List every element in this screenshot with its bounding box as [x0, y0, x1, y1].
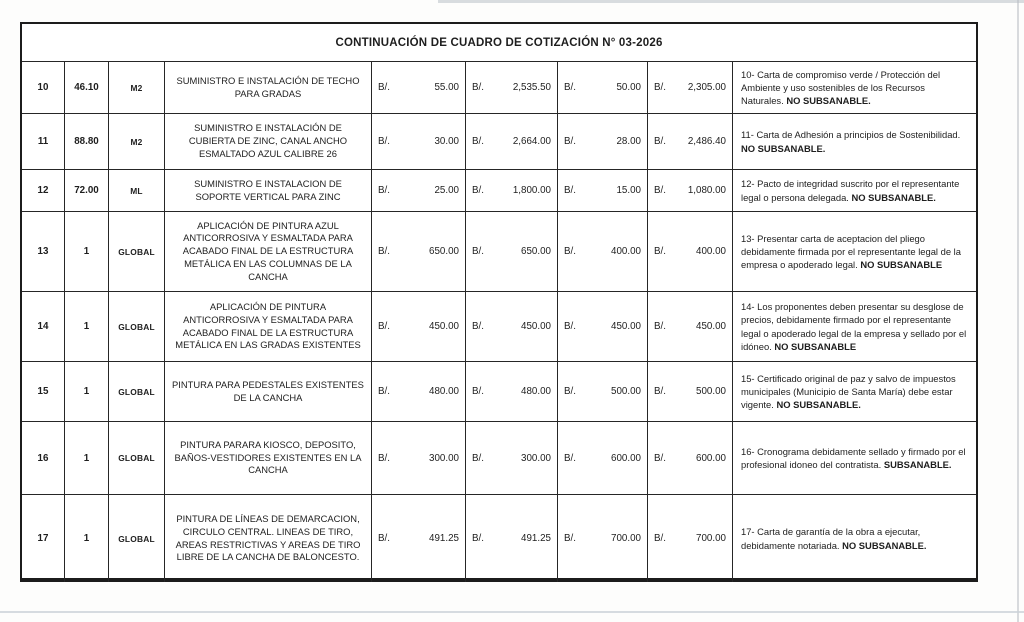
currency-label: B/.: [378, 185, 390, 196]
currency-label: B/.: [472, 386, 484, 397]
currency-label: B/.: [472, 321, 484, 332]
scan-edge-bottom: [0, 611, 1024, 613]
requirement-note-cell: [732, 114, 976, 169]
total-price-value: 650.00: [521, 246, 551, 257]
unit-cell: GLOBAL: [108, 495, 164, 582]
alt-unit-price-value: 700.00: [611, 533, 641, 544]
currency-label: B/.: [564, 82, 576, 93]
alt-total-price-value: 450.00: [696, 321, 726, 332]
note-text: 12- Pacto de integridad suscrito por el representante legal o persona delegada.: [741, 178, 960, 203]
description-cell: SUMINISTRO E INSTALACIÓN DE CUBIERTA DE ZINC, CANAL ANCHO ESMALTADO AZUL CALIBRE 26: [164, 114, 371, 169]
unit-cell: M2: [108, 62, 164, 113]
unit-price-cell: [371, 422, 465, 494]
description-cell: PINTURA DE LÍNEAS DE DEMARCACION, CIRCULO CENTRAL. LINEAS DE TIRO, AREAS RESTRICTIVAS Y AREAS DE TIRO LIBRE DE LA CANCHA DE BALONCESTO.: [164, 495, 371, 582]
item-number-cell: 16: [37, 452, 49, 464]
quotation-table: [20, 22, 978, 582]
unit-price-cell: [371, 292, 465, 361]
unit-price-cell: [371, 114, 465, 169]
alt-total-price-cell: [647, 362, 732, 421]
currency-label: B/.: [378, 82, 390, 93]
alt-total-price-cell: [647, 292, 732, 361]
currency-label: B/.: [378, 321, 390, 332]
alt-total-price-value: 500.00: [696, 386, 726, 397]
currency-label: B/.: [654, 386, 666, 397]
description-cell: PINTURA PARA PEDESTALES EXISTENTES DE LA CANCHA: [164, 362, 371, 421]
total-price-cell: [465, 212, 557, 291]
alt-unit-price-value: 450.00: [611, 321, 641, 332]
alt-unit-price-value: 15.00: [616, 185, 641, 196]
alt-total-price-cell: [647, 170, 732, 211]
total-price-cell: [465, 495, 557, 582]
alt-total-price-value: 600.00: [696, 452, 726, 464]
unit-price-cell: [371, 62, 465, 113]
currency-label: B/.: [654, 82, 666, 93]
alt-unit-price-value: 600.00: [611, 452, 641, 464]
unit-price-cell: [371, 362, 465, 421]
alt-unit-price-cell: [557, 114, 647, 169]
alt-unit-price-value: 500.00: [611, 386, 641, 397]
total-price-cell: [465, 170, 557, 211]
item-number-cell: 10: [37, 82, 49, 93]
note-bold-text: NO SUBSANABLE.: [851, 191, 936, 203]
currency-label: B/.: [472, 246, 484, 257]
alt-total-price-cell: [647, 212, 732, 291]
description-cell: SUMINISTRO E INSTALACION DE SOPORTE VERTICAL PARA ZINC: [164, 170, 371, 211]
currency-label: B/.: [472, 533, 484, 544]
unit-cell: ML: [108, 170, 164, 211]
note-bold-text: NO SUBSANABLE.: [842, 539, 927, 551]
alt-total-price-cell: [647, 114, 732, 169]
alt-unit-price-cell: [557, 362, 647, 421]
requirement-note-cell: [732, 495, 976, 582]
scan-edge-right: [1017, 0, 1019, 622]
quantity-cell: 1: [64, 495, 108, 582]
currency-label: B/.: [472, 82, 484, 93]
unit-cell: GLOBAL: [108, 292, 164, 361]
note-text: 17- Carta de garantía de la obra a ejecutar, debidamente notariada.: [741, 526, 921, 551]
alt-total-price-value: 2,305.00: [687, 82, 726, 93]
currency-label: B/.: [564, 246, 576, 257]
quantity-cell: 1: [64, 292, 108, 361]
note-text: 10- Carta de compromiso verde / Protección del Ambiente y uso sostenibles de los Recursos Naturales.: [741, 68, 941, 107]
currency-label: B/.: [378, 246, 390, 257]
requirement-note-cell: [732, 362, 976, 421]
currency-label: B/.: [564, 533, 576, 544]
requirement-note-cell: [732, 62, 976, 113]
alt-unit-price-cell: [557, 170, 647, 211]
requirement-note-cell: [732, 212, 976, 291]
table-row: [22, 61, 976, 113]
unit-cell: GLOBAL: [108, 212, 164, 291]
alt-unit-price-cell: [557, 292, 647, 361]
table-row: [22, 421, 976, 494]
item-number-cell: 13: [37, 246, 49, 257]
table-row: [22, 211, 976, 291]
description-cell: APLICACIÓN DE PINTURA AZUL ANTICORROSIVA Y ESMALTADA PARA ACABADO FINAL DE LA ESTRUCTURA METÁLICA EN LAS COLUMNAS DE LA CANCHA: [164, 212, 371, 291]
description-cell: SUMINISTRO E INSTALACIÓN DE TECHO PARA GRADAS: [164, 62, 371, 113]
item-number-cell: 15: [37, 386, 49, 397]
unit-price-value: 30.00: [434, 136, 459, 147]
quantity-cell: 46.10: [64, 62, 108, 113]
currency-label: B/.: [378, 452, 390, 464]
total-price-cell: [465, 362, 557, 421]
alt-unit-price-value: 50.00: [616, 82, 641, 93]
table-row: [22, 291, 976, 361]
note-bold-text: NO SUBSANABLE: [860, 259, 943, 271]
total-price-value: 480.00: [521, 386, 551, 397]
item-number-cell: 11: [37, 136, 49, 147]
alt-unit-price-value: 400.00: [611, 246, 641, 257]
unit-price-value: 55.00: [434, 82, 459, 93]
note-text: 14- Los proponentes deben presentar su desglose de precios, debidamente firmado por el representante legal o apoderado legal de la empresa y sellado por el idóneo.: [741, 301, 967, 352]
note-bold-text: NO SUBSANABLE.: [786, 95, 871, 107]
total-price-cell: [465, 292, 557, 361]
description-cell: PINTURA PARARA KIOSCO, DEPOSITO, BAÑOS-VESTIDORES EXISTENTES EN LA CANCHA: [164, 422, 371, 494]
unit-cell: GLOBAL: [108, 422, 164, 494]
currency-label: B/.: [654, 321, 666, 332]
currency-label: B/.: [378, 533, 390, 544]
note-bold-text: NO SUBSANABLE: [774, 340, 857, 352]
total-price-value: 450.00: [521, 321, 551, 332]
unit-price-value: 450.00: [429, 321, 459, 332]
currency-label: B/.: [564, 386, 576, 397]
note-text: 13- Presentar carta de aceptacion del pliego debidamente firmada por el representante legal de la empresa o apoderado legal.: [741, 232, 961, 271]
quantity-cell: 1: [64, 212, 108, 291]
unit-price-cell: [371, 495, 465, 582]
table-row: [22, 113, 976, 169]
unit-price-value: 480.00: [429, 386, 459, 397]
item-number-cell: 17: [37, 533, 49, 544]
total-price-cell: [465, 114, 557, 169]
table-row: [22, 494, 976, 582]
table-body: [22, 61, 976, 582]
total-price-value: 491.25: [521, 533, 551, 544]
total-price-value: 300.00: [521, 452, 551, 464]
currency-label: B/.: [564, 321, 576, 332]
quantity-cell: 1: [64, 362, 108, 421]
alt-unit-price-cell: [557, 62, 647, 113]
currency-label: B/.: [378, 386, 390, 397]
unit-price-value: 650.00: [429, 246, 459, 257]
note-text: 15- Certificado original de paz y salvo de impuestos municipales (Municipio de Santa María) debe estar vigente.: [741, 372, 956, 411]
currency-label: B/.: [472, 452, 484, 464]
total-price-cell: [465, 62, 557, 113]
currency-label: B/.: [654, 136, 666, 147]
note-bold-text: SUBSANABLE.: [883, 459, 952, 470]
alt-total-price-cell: [647, 495, 732, 582]
alt-total-price-value: 2,486.40: [687, 136, 726, 147]
unit-price-value: 25.00: [434, 185, 459, 196]
total-price-cell: [465, 422, 557, 494]
requirement-note-cell: [732, 422, 976, 494]
total-price-value: 2,535.50: [512, 82, 551, 93]
unit-price-value: 491.25: [429, 533, 459, 544]
table-title: CONTINUACIÓN DE CUADRO DE COTIZACIÓN N° 03-2026: [335, 36, 663, 49]
currency-label: B/.: [654, 533, 666, 544]
currency-label: B/.: [472, 136, 484, 147]
scan-edge-top: [438, 0, 1024, 3]
alt-unit-price-cell: [557, 422, 647, 494]
requirement-note-cell: [732, 292, 976, 361]
currency-label: B/.: [654, 185, 666, 196]
item-number-cell: 12: [37, 185, 49, 196]
currency-label: B/.: [472, 185, 484, 196]
note-bold-text: NO SUBSANABLE.: [741, 142, 826, 154]
unit-price-value: 300.00: [429, 452, 459, 464]
alt-unit-price-cell: [557, 495, 647, 582]
unit-cell: M2: [108, 114, 164, 169]
unit-price-cell: [371, 170, 465, 211]
quantity-cell: 1: [64, 422, 108, 494]
currency-label: B/.: [564, 136, 576, 147]
alt-unit-price-cell: [557, 212, 647, 291]
currency-label: B/.: [378, 136, 390, 147]
currency-label: B/.: [564, 185, 576, 196]
table-row: [22, 361, 976, 421]
quantity-cell: 88.80: [64, 114, 108, 169]
unit-cell: GLOBAL: [108, 362, 164, 421]
alt-unit-price-value: 28.00: [616, 136, 641, 147]
note-text: 16- Cronograma debidamente sellado y firmado por el profesional idoneo del contratista.: [741, 445, 966, 470]
note-text: 11- Carta de Adhesión a principios de Sostenibilidad.: [741, 129, 961, 141]
unit-price-cell: [371, 212, 465, 291]
total-price-value: 1,800.00: [512, 185, 551, 196]
description-cell: APLICACIÓN DE PINTURA ANTICORROSIVA Y ESMALTADA PARA ACABADO FINAL DE LA ESTRUCTURA METÁLICA EN LAS GRADAS EXISTENTES: [164, 292, 371, 361]
alt-total-price-cell: [647, 422, 732, 494]
alt-total-price-value: 700.00: [696, 533, 726, 544]
alt-total-price-value: 1,080.00: [687, 185, 726, 196]
table-row: [22, 169, 976, 211]
item-number-cell: 14: [37, 321, 49, 332]
total-price-value: 2,664.00: [512, 136, 551, 147]
currency-label: B/.: [654, 246, 666, 257]
alt-total-price-value: 400.00: [696, 246, 726, 257]
alt-total-price-cell: [647, 62, 732, 113]
currency-label: B/.: [564, 452, 576, 464]
note-bold-text: NO SUBSANABLE.: [776, 399, 861, 411]
requirement-note-cell: [732, 170, 976, 211]
currency-label: B/.: [654, 452, 666, 464]
quantity-cell: 72.00: [64, 170, 108, 211]
